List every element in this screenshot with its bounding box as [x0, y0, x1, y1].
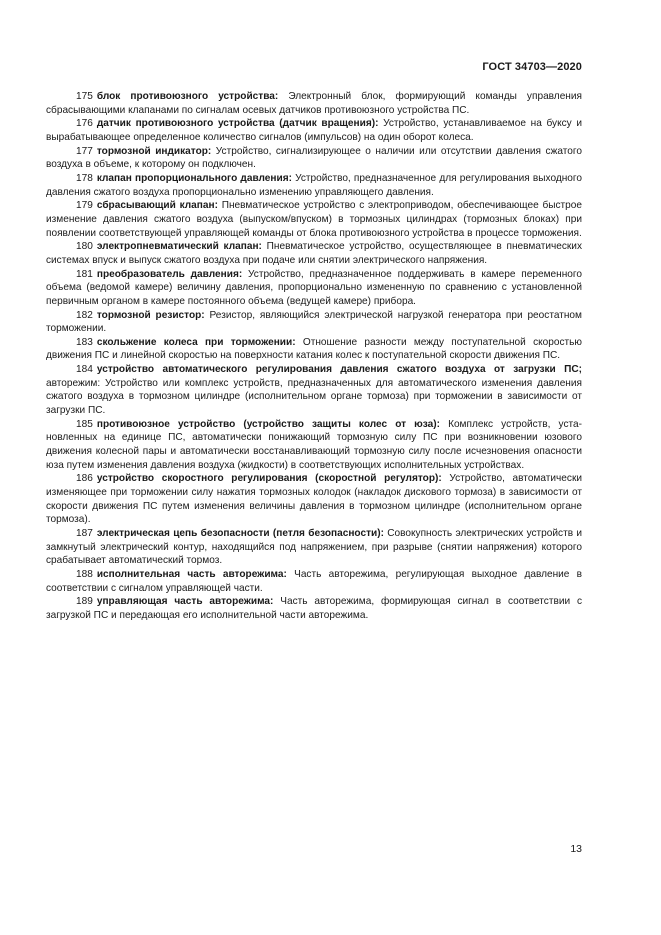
entry-number: 176	[76, 118, 93, 130]
entry-definition: Отношение разности между поступательной скоростью движения ПС и линейной скоростью на поверхности катания колес к поступательной скорости движения ПС.	[46, 336, 582, 362]
entry-number: 179	[76, 200, 93, 212]
entry-term: противоюзное устройство (устройство защиты колес от юза):	[96, 418, 440, 430]
entry-term: клапан пропорционального давления:	[96, 172, 292, 184]
term-entry-176	[46, 117, 582, 144]
term-entry-178	[46, 172, 582, 199]
entry-term: блок противоюзного устройства:	[96, 91, 279, 102]
entry-definition: авторежим: Устройство или комплекс устройств, предназначенных для автоматического изменения давления сжатого воздуха в тормозном цилиндре (исполнительном органе тормоза) при торможении в зависимости от загрузки ПС.	[46, 377, 582, 417]
entry-definition: Электронный блок, формирующий команды управления сбрасывающими клапанами по сигналам осевых датчиков противоюзного устройства ПС.	[46, 91, 582, 116]
term-entry-183	[46, 336, 582, 363]
entry-term: тормозной резистор:	[96, 309, 205, 321]
entry-definition: Устройство, предназначенное для регулирования выходного давления сжатого воздуха пропорционально изменению управляющего давления.	[46, 172, 582, 198]
entry-term: устройство автоматического регулирования давления сжатого воздуха от загрузки ПС;	[96, 364, 582, 376]
entry-term: сбрасывающий клапан:	[96, 200, 218, 212]
entry-term: устройство скоростного регулирования (скоростной регулятор):	[96, 473, 442, 485]
entry-definition: Устройство, сигнализирующее о наличии или отсутствии давления сжатого воздуха в объеме, к которому он подключен.	[46, 145, 582, 171]
entry-term: скольжение колеса при торможении:	[96, 336, 296, 348]
entry-definition: Устройство, предназначенное поддерживать в камере переменного объема (ведомой камере) величину давления, пропорционально измененную по сравнению с установленной первичным органом в камере постоянного объема (ведущей камере) прибора.	[46, 268, 582, 307]
entry-term: тормозной индикатор:	[96, 145, 212, 157]
term-entry-185	[46, 418, 582, 473]
term-entry-184	[46, 363, 582, 418]
term-entry-179	[46, 199, 582, 240]
entry-term: электрическая цепь безопасности (петля безопасности):	[96, 528, 384, 539]
entry-number: 182	[76, 309, 93, 321]
entry-definition: Устройство, автоматически изменяющее при торможении силу нажатия тормозных колодок (накладок дискового тормоза) в зависимости от скорости движения ПС путем изменения величины давления в тормозном цилиндре (исполнительном органе тормоза).	[46, 473, 582, 526]
entry-number: 184	[76, 364, 93, 376]
entry-number: 187	[76, 528, 93, 539]
entry-term: управляющая часть авторежима:	[96, 596, 274, 608]
page-number: 13	[570, 843, 582, 855]
document-header: ГОСТ 34703—2020	[482, 61, 582, 73]
term-entry-180	[46, 240, 582, 267]
term-entry-187	[46, 527, 582, 568]
term-entry-182	[46, 309, 582, 336]
entry-number: 185	[76, 418, 93, 430]
entry-definition: Устройство, устанавливаемое на буксу и вырабатывающее определенное количество сигналов (импульсов) на один оборот колеса.	[46, 118, 582, 143]
term-entry-181	[46, 268, 582, 309]
entry-definition: Часть авторежима, формирующая сигнал в соответствии с загрузкой ПС и передающая его исполнительной части авторежима.	[46, 596, 582, 621]
entry-number: 178	[76, 172, 93, 184]
entry-definition: Часть авторежима, регулирующая выходное давление в соответствии с сигналом управляющей части.	[46, 568, 583, 594]
entry-number: 177	[76, 145, 93, 157]
entry-term: электропневматический клапан:	[96, 241, 262, 253]
entry-number: 189	[76, 596, 93, 608]
entry-number: 188	[76, 568, 93, 580]
term-entry-177	[46, 145, 582, 172]
entry-number: 180	[76, 241, 93, 253]
entry-number: 181	[76, 268, 93, 280]
term-entry-188	[46, 568, 582, 595]
entry-number: 175	[76, 91, 93, 102]
document-body	[46, 90, 582, 623]
entry-definition: Пневматическое устройство, осуществляющее в пневматических системах впуск и выпуск сжатого воздуха при подаче или снятии электрического напряжения.	[46, 241, 582, 266]
entry-term: исполнительная часть авторежима:	[96, 568, 287, 580]
entry-term: преобразователь давления:	[96, 268, 243, 280]
entry-definition: Резистор, являющийся электрической нагрузкой генератора при реостатном торможении.	[46, 309, 582, 335]
entry-term: датчик противоюзного устройства (датчик вращения):	[96, 118, 379, 130]
entry-definition: Комплекс устройств, установленных на единице ПС, автоматически понижающий тормозную силу ПС при возникновении юзового движения колесной пары и автоматически восстанавливающий тормозную силу после исчезновения опасности юза путем изменения давления воздуха (жидкости) в соответствующих исполнительных устройствах.	[46, 418, 582, 471]
entry-definition: Совокупность электрических устройств и замкнутый электрический контур, находящийся под напряжением, при разрыве (снятии напряжения) которого срабатывает автоматический тормоз.	[46, 528, 582, 567]
term-entry-186	[46, 472, 582, 527]
term-entry-189	[46, 595, 582, 622]
entry-definition: Пневматическое устройство с электроприводом, обеспечивающее быстрое изменение давления сжатого воздуха (выпуском/впуском) в тормозных цилиндрах (тормозных блоках) при появлении соответствующей управляющей команды от блока противоюзного устройства в процессе торможения.	[46, 200, 582, 239]
entry-number: 186	[76, 473, 93, 485]
entry-number: 183	[76, 336, 93, 348]
term-entry-175	[46, 90, 582, 117]
